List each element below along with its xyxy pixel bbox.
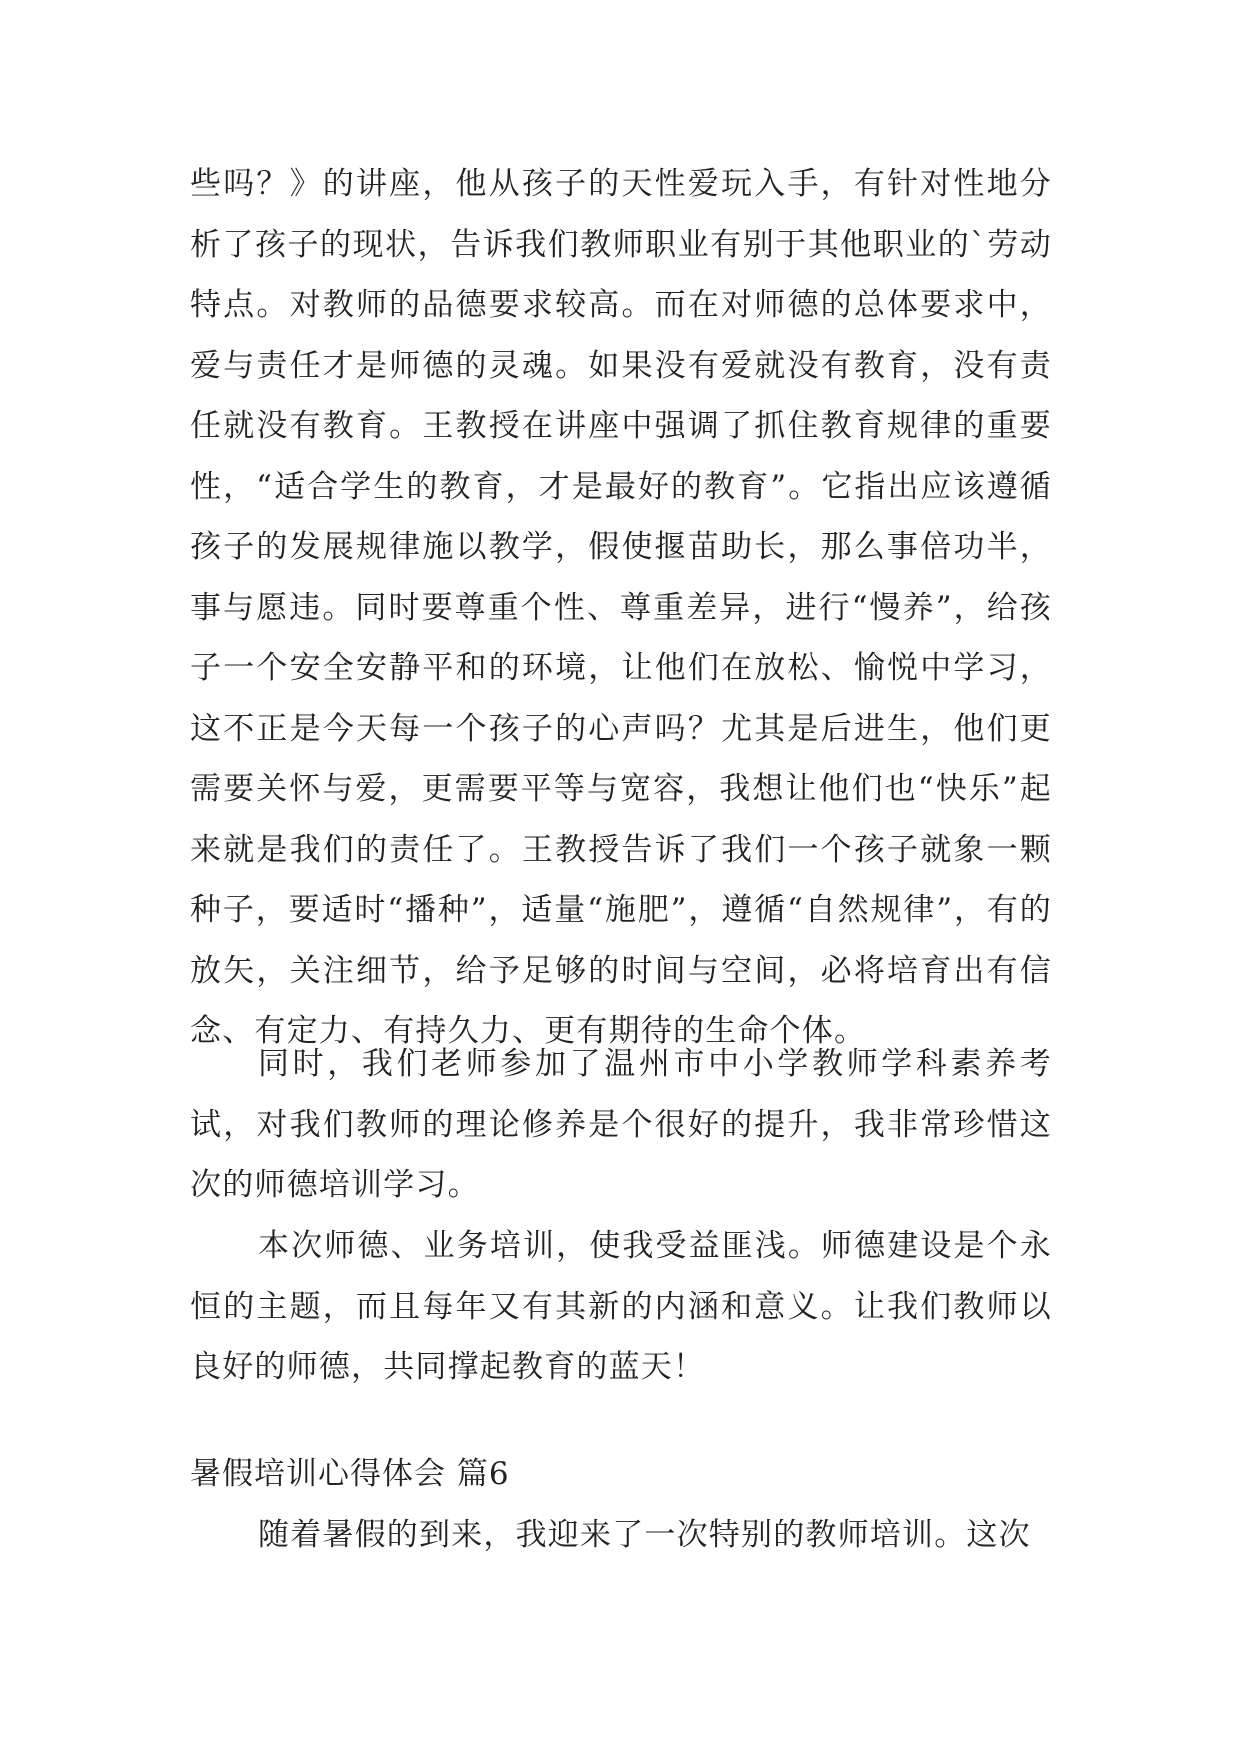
paragraph-continued: 些吗？》的讲座，他从孩子的天性爱玩入手，有针对性地分析了孩子的现状，告诉我们教师职业有别于其他职业的`劳动特点。对教师的品德要求较高。而在对师德的总体要求中，爱与责任才是师德的灵魂。如果没有爱就没有教育，没有责任就没有教育。王教授在讲座中强调了抓住教育规律的重要性，“适合学生的教育，才是最好的教育”。它指出应该遵循孩子的发展规律施以教学，假使揠苗助长，那么事倍功半，事与愿违。同时要尊重个性、尊重差异，进行“慢养”，给孩子一个安全安静平和的环境，让他们在放松、愉悦中学习，这不正是今天每一个孩子的心声吗？尤其是后进生，他们更需要关怀与爱，更需要平等与宽容，我想让他们也“快乐”起来就是我们的责任了。王教授告诉了我们一个孩子就象一颗种子，要适时“播种”，适量“施肥”，遵循“自然规律”，有的放矢，关注细节，给予足够的时间与空间，必将培育出有信念、有定力、有持久力、更有期待的生命个体。	[190, 166, 1052, 1049]
section-heading: 暑假培训心得体会 篇6	[190, 1456, 510, 1492]
paragraph-conclusion: 本次师德、业务培训，使我受益匪浅。师德建设是个永恒的主题，而且每年又有其新的内涵和意义。让我们教师以良好的师德，共同撑起教育的蓝天！	[190, 1228, 1052, 1385]
section-first-paragraph: 随着暑假的到来，我迎来了一次特别的教师培训。这次	[258, 1517, 1031, 1553]
paragraph-exam: 同时，我们老师参加了温州市中小学教师学科素养考试，对我们教师的理论修养是个很好的提升，我非常珍惜这次的师德培训学习。	[190, 1046, 1052, 1203]
